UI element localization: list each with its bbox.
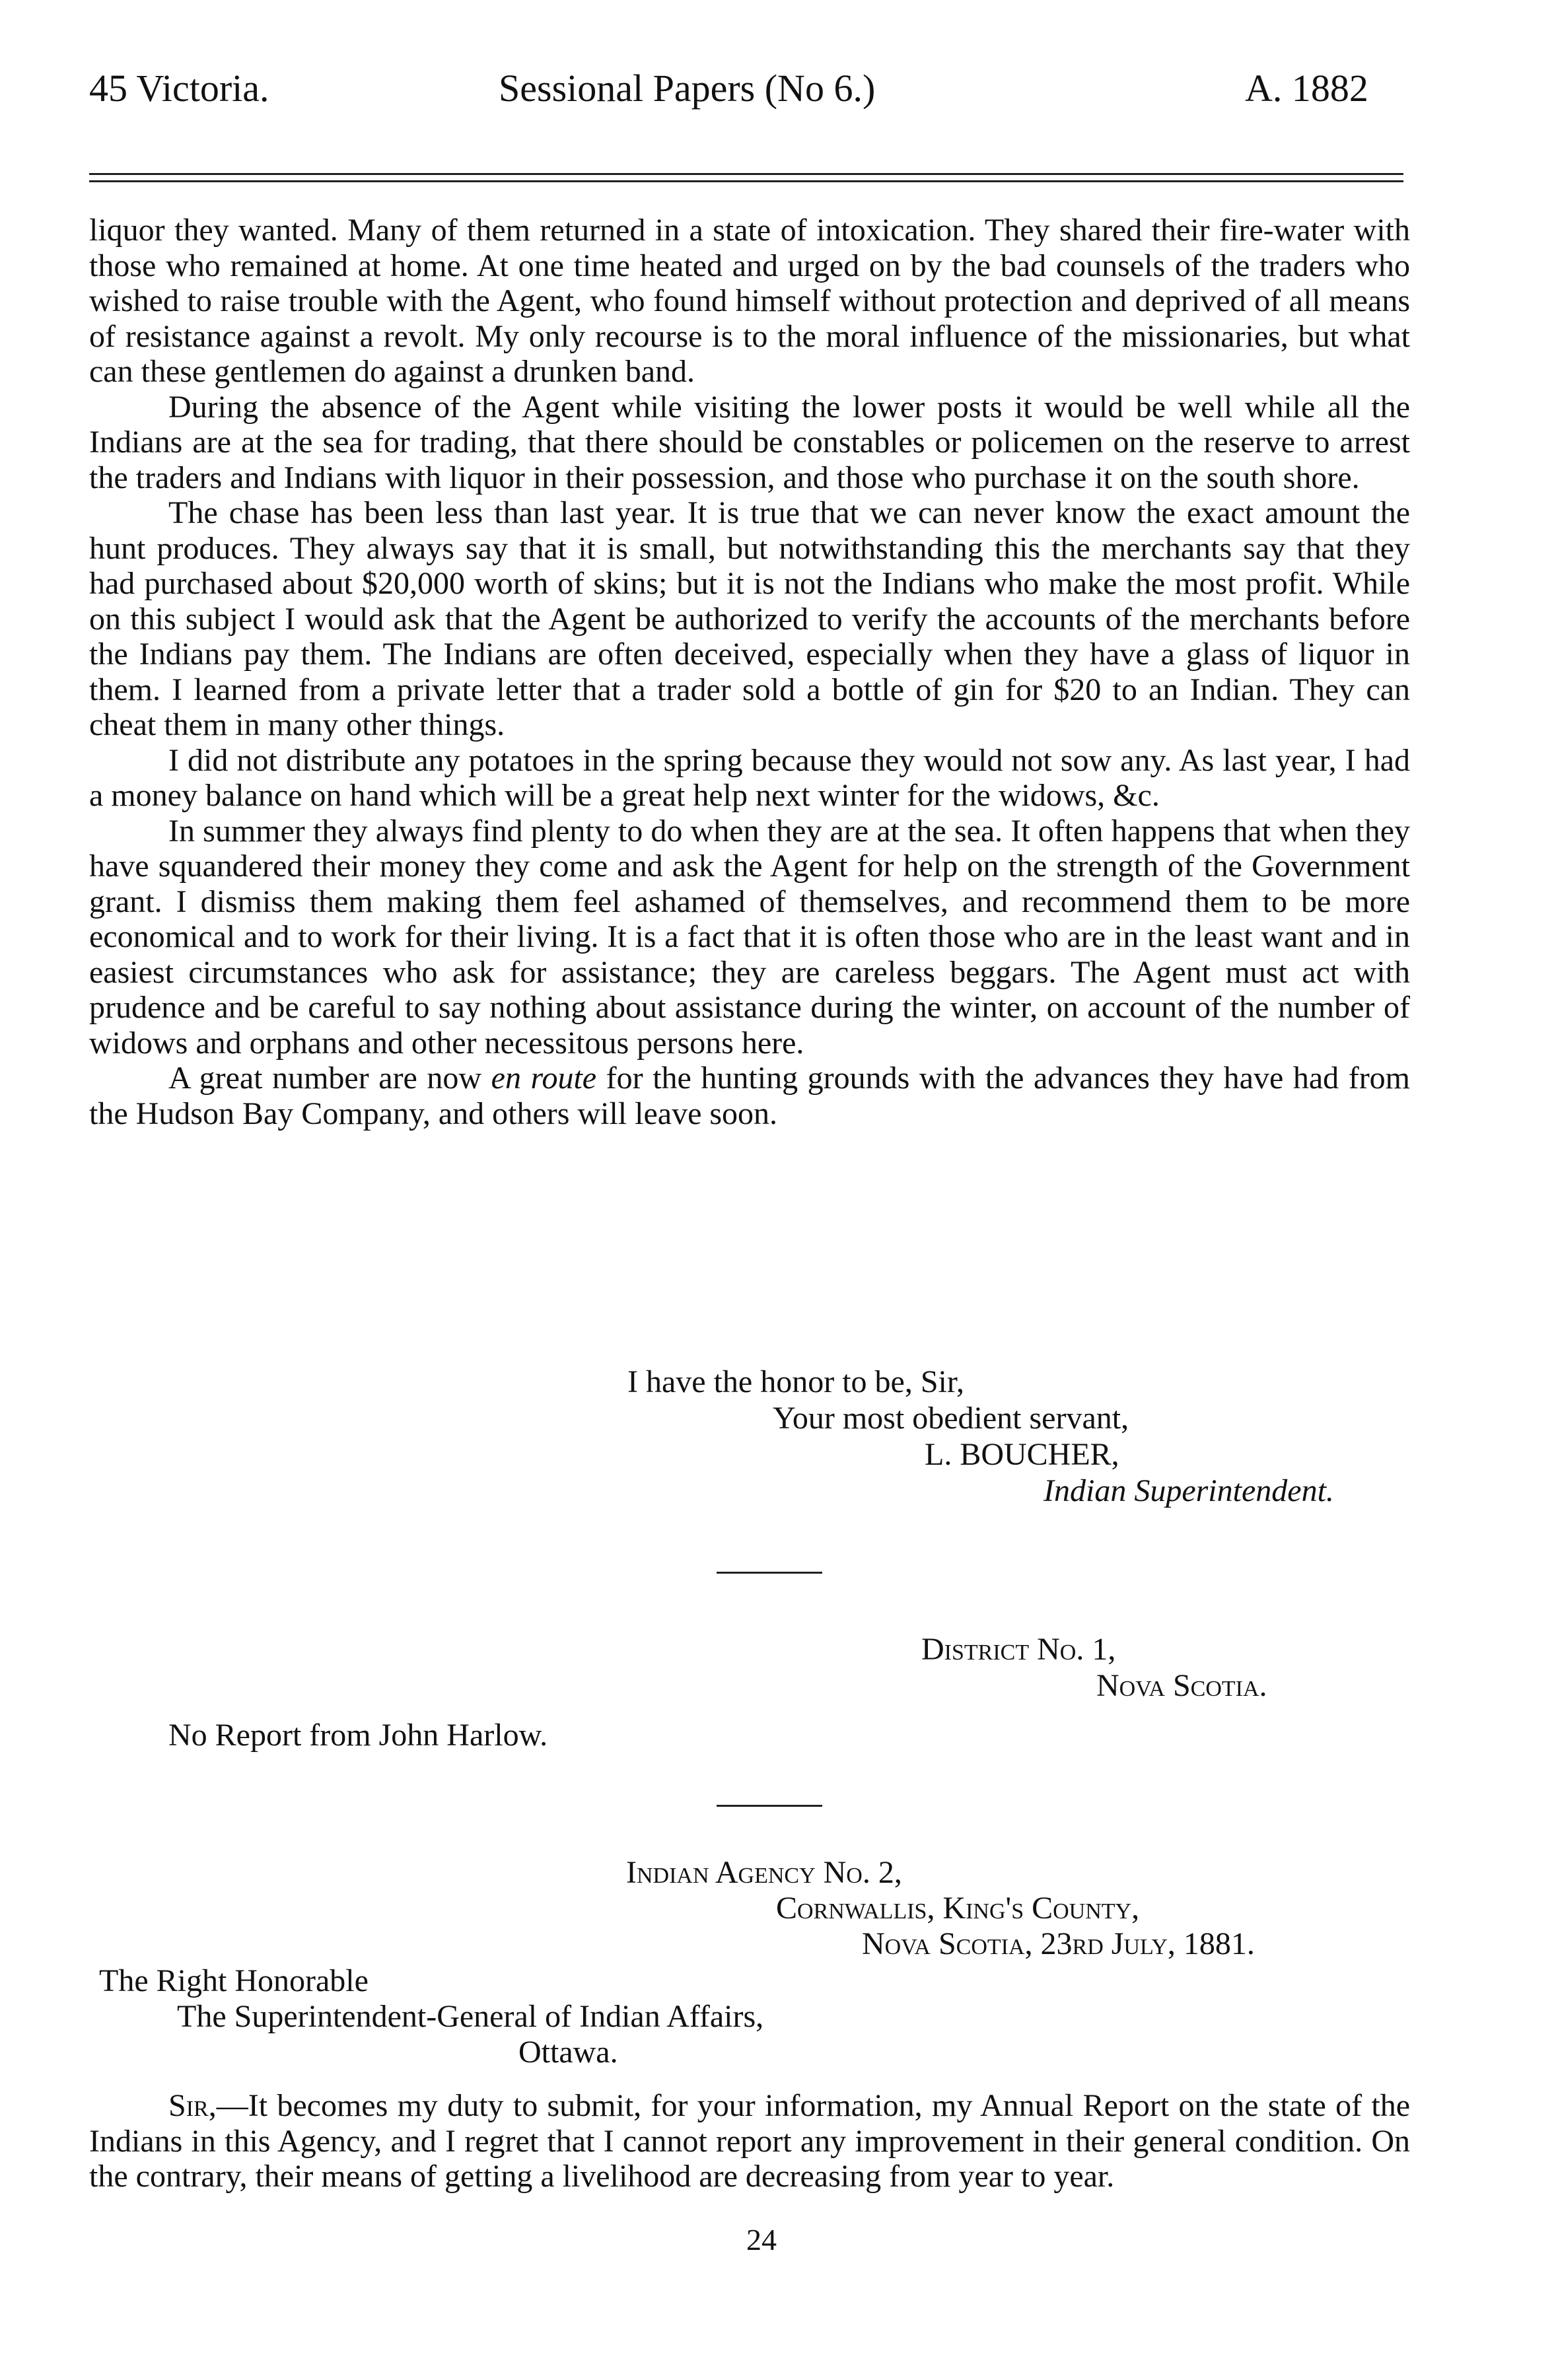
header-rule-top xyxy=(89,173,1403,175)
district-province: Nova Scotia. xyxy=(1096,1668,1267,1703)
address-line-1: The Right Honorable xyxy=(99,1963,369,1998)
header-session: 45 Victoria. xyxy=(89,67,269,110)
paragraph-en-route: A great number are now en route for the hunting grounds with the advances they have had from the Hudson Bay Company, and others will leave soon. xyxy=(89,1061,1411,1131)
section-divider-1 xyxy=(717,1572,822,1574)
header-rule-bottom xyxy=(89,180,1403,182)
paragraph-absence: During the absence of the Agent while visiting the lower posts it would be well while all the Indians are at the sea for trading, that there should be constables or policemen on the reserve to arrest the traders and Indians with liquor in their possession, and those who purchase it on the south shore. xyxy=(89,389,1410,495)
section-divider-2 xyxy=(717,1805,822,1807)
header-year: A. 1882 xyxy=(1245,67,1368,110)
district-note: No Report from John Harlow. xyxy=(168,1718,548,1753)
page-number: 24 xyxy=(746,2223,777,2257)
district-heading: District No. 1, xyxy=(921,1632,1116,1667)
paragraph-summer: In summer they always find plenty to do when they are at the sea. It often happens that when they have squandered their money they come and ask the Agent for help on the strength of the Government grant. I dismiss them making them feel ashamed of themselves, and recommend them to be more economical and to work for their living. It is a fact that it is often those who are in the least want and in easiest circumstances who ask for assistance; they are careless beggars. The Agent must act with prudence and be careful to say nothing about assistance during the winter, on account of the number of widows and orphans and other necessitous persons here. xyxy=(89,813,1410,1061)
signature-title: Indian Superintendent. xyxy=(1043,1473,1334,1508)
closing-honor: I have the honor to be, Sir, xyxy=(627,1364,964,1399)
signature-name: L. BOUCHER, xyxy=(925,1437,1119,1472)
closing-servant: Your most obedient servant, xyxy=(773,1401,1129,1436)
letter-paragraph: Sir,—It becomes my duty to submit, for your information, my Annual Report on the state of the Indians in this Agency, and I regret that I cannot report any improvement in their general condition. On the contrary, their means of getting a livelihood are decreasing from year to year. xyxy=(89,2088,1410,2194)
agency-date: Nova Scotia, 23rd July, 1881. xyxy=(862,1926,1255,1961)
paragraph-potatoes: I did not distribute any potatoes in the spring because they would not sow any. As last year, I had a money balance on hand which will be a great help next winter for the widows, &c. xyxy=(89,742,1410,813)
paragraph-liquor: liquor they wanted. Many of them returned in a state of intoxication. They shared their fire-water with those who remained at home. At one time heated and urged on by the bad counsels of the traders who wished to raise trouble with the Agent, who found himself without protection and deprived of all means of resistance against a revolt. My only recourse is to the moral influence of the missionaries, but what can these gentlemen do against a drunken band. xyxy=(89,213,1410,389)
paragraph-chase: The chase has been less than last year. It is true that we can never know the exact amount the hunt produces. They always say that it is small, but notwithstanding this the merchants say that they had purchased about $20,000 worth of skins; but it is not the Indians who make the most profit. While on this subject I would ask that the Agent be authorized to verify the accounts of the merchants before the Indians pay them. The Indians are often deceived, especially when they have a glass of liquor in them. I learned from a private letter that a trader sold a bottle of gin for $20 to an Indian. They can cheat them in many other things. xyxy=(89,495,1410,742)
agency-location: Cornwallis, King's County, xyxy=(776,1891,1140,1926)
agency-heading: Indian Agency No. 2, xyxy=(626,1855,902,1890)
address-line-2: The Superintendent-General of Indian Affairs, xyxy=(177,1999,764,2034)
address-line-3: Ottawa. xyxy=(518,2035,618,2070)
header-title: Sessional Papers (No 6.) xyxy=(499,67,876,110)
letter-opening xyxy=(89,2088,1410,2194)
body-text xyxy=(89,213,1410,1131)
